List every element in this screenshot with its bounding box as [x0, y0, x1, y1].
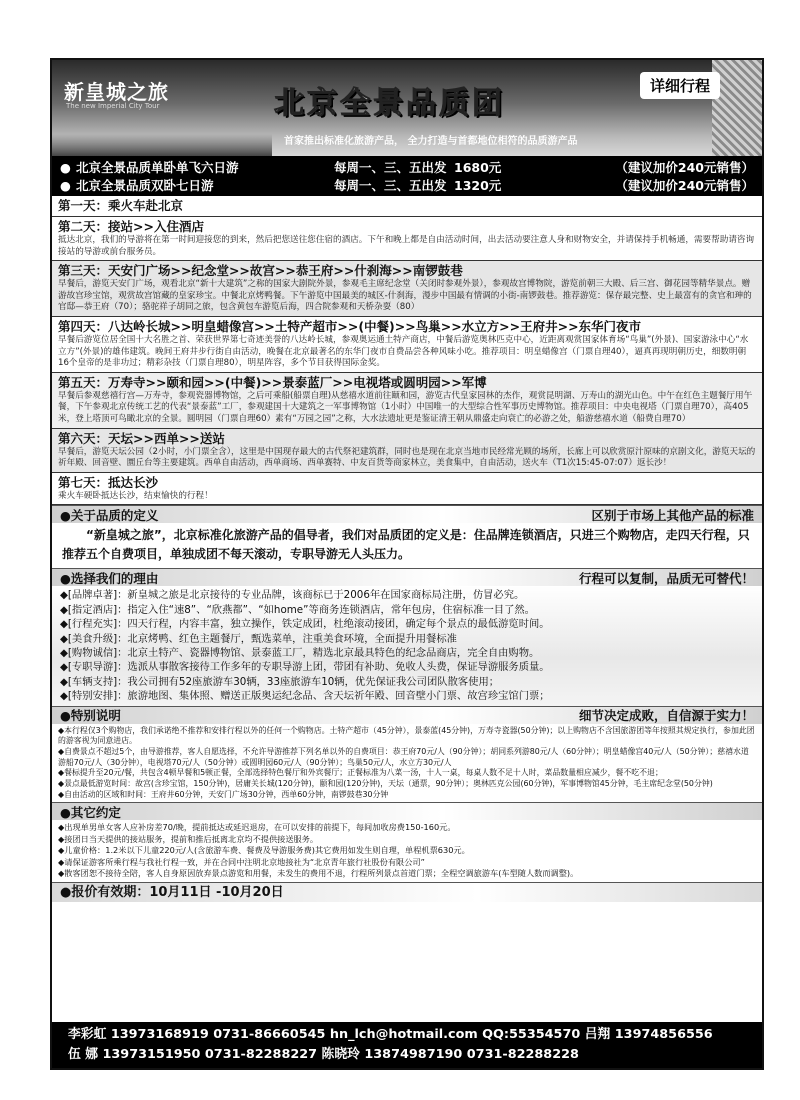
list-item: ◆接团日当天提供的接站服务，提前和推后抵离北京均不提供接送服务。 — [58, 833, 319, 844]
section-title: ●选择我们的理由 — [60, 570, 159, 586]
product-price: 1320元 — [454, 178, 502, 193]
day-title: 第三天：天安门广场>>纪念堂>>故宫>>恭王府>>什刹海>>南锣鼓巷 — [58, 263, 463, 279]
section-title: ●其它约定 — [60, 804, 121, 820]
reasons-heading — [52, 568, 762, 586]
day-title: 第二天：接站>>入住酒店 — [58, 219, 204, 234]
section-title: ●特别说明 — [60, 708, 121, 724]
header-banner — [52, 60, 762, 156]
day-text: 早餐后游览位居全国十大名胜之首、荣获世界第七奇迹美誉的八达岭长城，参观奥运通土特产商店，中餐后游览奥林匹克中心，近距离观赏国家体育场“鸟巢”(外景)、国家游泳中心“水立方”(外景)的雄伟建筑。晚间王府井步行街自由活动，晚餐在北京最著名的东华门夜市自费品尝各种风味小吃。推荐项目：明皇蜡像宫（门票自理40），逼真再现明朝历史，细数明朝16个皇帝的是非功过；精彩杂技（门票自理80），明星阵容，多个节目获得国际金奖。 — [58, 334, 749, 369]
product-row — [60, 158, 754, 176]
special-notes — [52, 724, 762, 803]
banner-slogan: 首家推出标准化旅游产品， 全力打造与首都地位相符的品质游产品 — [284, 136, 578, 147]
list-item: ◆出现单男单女客人应补房差70/晚，提前抵达或延迟退房，在可以安排的前提下，每间加收房费150-160元。 — [58, 822, 456, 833]
list-item: ◆自费景点不超过5个，由导游推荐，客人自愿选择，不允许导游推荐下列名单以外的自费项目：恭王府70元/人（90分钟）；胡同系列游80元/人（60分钟）；明皇蜡像宫40元/人（50分钟）；慈禧水道游船70元/人（30分钟），电视塔70元/人（50分钟）或圆明园60元/人（90分钟）；鸟巢50元/人，水立方30元/人 — [58, 746, 749, 767]
day-2 — [52, 217, 762, 261]
day-3 — [52, 261, 762, 317]
day-title: 第五天：万寿寺>>颐和园>>(中餐)>>景泰蓝厂>>电视塔或圆明园>>军博 — [58, 374, 487, 390]
list-item: ◆[专职导游]：选派从事散客接待工作多年的专职导游上团，带团有补助、免收人头费，保证导游服务质量。 — [60, 661, 550, 674]
list-item: ◆[车辆支持]：我公司拥有52座旅游车30辆，33座旅游车10辆，优先保证我公司团队散客使用； — [60, 675, 500, 688]
list-item: ◆[特别安排]：旅游地图、集体照、赠送正版奥运纪念品、含天坛祈年殿、回音壁小门票、故宫珍宝馆门票； — [60, 690, 550, 703]
day-4 — [52, 317, 762, 373]
list-item: ◆[购物诚信]：北京土特产、瓷器博物馆、景泰蓝工厂，精选北京最具特色的纪念品商店，完全自由购物。 — [60, 646, 540, 659]
day-title: 第一天：乘火车赴北京 — [58, 198, 184, 213]
product-price: 1680元 — [454, 160, 502, 175]
product-name: 北京全景品质双卧七日游 — [76, 178, 214, 193]
list-item: ◆[美食升级]：北京烤鸭、红色主题餐厅，甄选菜单，注重美食环境，全面提升用餐标准 — [60, 632, 457, 645]
brand-subtitle: The new Imperial City Tour — [66, 102, 160, 110]
day-text: 早餐后，游览天安门广场，观看北京“新十大建筑”之称的国家大剧院外景，参观毛主席纪念堂（关闭时参观外景），参观故宫博物院，游览前朝三大殿、后三宫、御花园等精华景点。赠游故宫珍宝馆，观赏故宫馆藏的皇家珍宝。中餐北京烤鸭餐。下午游览中国最美的城区-什刹海，漫步中国最有情调的小街-南锣鼓巷。推荐游览：保存最完整、史上最富有的贪官和珅的官邸—恭王府（70）；骆驼祥子胡同之旅，包含黄包车游览后海，四合院参观和天桥杂耍（80） — [58, 279, 752, 313]
day-title: 第四天：八达岭长城>>明皇蜡像宫>>土特产超市>>(中餐)>>鸟巢>>水立方>>王府井>>东华门夜市 — [58, 318, 642, 334]
agreement-heading — [52, 802, 762, 820]
list-item: ◆景点最低游览时间：故宫(含珍宝馆，150分钟)，居庸关长城(120分钟)，颐和园(120分钟)，天坛（通票，90分钟）；奥林匹克公园(60分钟)，军事博物馆45分钟，毛主席纪念堂(50分钟) — [58, 779, 713, 789]
brand-logo: 新皇城之旅 — [64, 80, 169, 104]
section-title: ●关于品质的定义 — [60, 507, 159, 523]
page-title: 北京全景品质团 — [274, 86, 505, 121]
product-row — [60, 176, 754, 194]
day-title: 第六天：天坛>>西单>>送站 — [58, 430, 225, 446]
day-text: 早餐后，游览天坛公园（2小时，小门票全含），这里是中国现存最大的古代祭祀建筑群，同时也是现在北京当地市民经常光顾的场所，长廊上可以欣赏原汁原味的京剧文化，游览天坛的祈年殿、回音壁、圜丘台等主要建筑。西单自由活动，西单商场、西单赛特、中友百货等商家林立，美食集中，自由活动，送火车（T1次15:45-07:07）返长沙！ — [58, 446, 756, 469]
contact-line: 李彩虹 13973168919 0731-86660545 hn_lch@hotmail.com QQ:55354570 吕翔 13974856556 — [68, 1027, 713, 1042]
list-item: ◆餐标提升至20元/餐，共包含4顿早餐和5顿正餐，全部选择特色餐厅和外宾餐厅；正餐标准为八菜一汤，十人一桌，每桌人数不足十人时，菜品数量相应减少，餐不吃不退； — [58, 768, 663, 778]
reasons-list — [52, 586, 762, 705]
product-schedule: 每周一、三、五出发 — [334, 160, 447, 175]
list-item: ◆本行程仅3个购物店，我们承诺绝不推荐和安排行程以外的任何一个购物店。土特产超市（45分钟），景泰蓝(45分钟)，万寿寺瓷器(50分钟)；以上购物店不含国旅游团等年按照其规定执行，参加此团的游客视为同意进店。 — [58, 725, 755, 746]
section-tagline: 行程可以复制，品质无可替代！ — [578, 570, 754, 586]
list-item: ◆[品牌卓著]：新皇城之旅是北京接待的专业品牌，该商标已于2006年在国家商标局注册，仿冒必究。 — [60, 589, 525, 602]
product-advice: （建议加价240元销售） — [615, 178, 754, 193]
list-item: ◆儿童价格：1.2米以下儿童220元/人(含旅游车费、餐费及导游服务费)其它费用如发生则自理，单程机票630元。 — [58, 845, 470, 856]
day-6 — [52, 429, 762, 473]
list-item: ◆散客团恕不接待全陪，客人自身原因放弃景点游览和用餐，未发生的费用不退，行程所列景点首道门票；全程空调旅游车(车型随人数而调整)。 — [58, 868, 579, 879]
skyline-graphic — [52, 134, 272, 156]
price-validity: ●报价有效期：10月11日 -10月20日 — [52, 882, 762, 902]
day-text: 早餐后参观慈禧行宫—万寿寺，参观瓷器博物馆，之后可乘船(船票自理)从慈禧水道前往颐和园，游览古代皇家园林的杰作，观赏昆明湖、万寿山的湖光山色。中午在红色主题餐厅用午餐，下午参观北京传统工艺的代表“景泰蓝”工厂，参观建国十大建筑之一军事博物馆（1小时）中国唯一的大型综合性军事历史博物馆。推荐项目：中央电视塔（门票自理70），高405米，登上塔顶可鸟瞰北京的全景。圆明园（门票自理60）素有“万园之园”之称，大水法遗址更是鉴证清王朝从鼎盛走向衰亡的必游之处，船游慈禧水道（船费自理70） — [58, 390, 753, 424]
section-tagline: 区别于市场上其他产品的标准 — [591, 507, 754, 523]
day-text: 乘火车硬卧抵达长沙，结束愉快的行程！ — [58, 490, 213, 501]
product-schedule: 每周一、三、五出发 — [334, 178, 447, 193]
bullet-icon: ● — [60, 159, 71, 175]
contact-footer — [52, 1022, 762, 1068]
agreement-notes — [52, 820, 762, 881]
day-title: 第七天：抵达长沙 — [58, 474, 159, 490]
day-7 — [52, 473, 762, 506]
product-list — [52, 156, 762, 196]
special-heading — [52, 706, 762, 724]
definition-heading — [52, 505, 762, 523]
bullet-icon: ● — [60, 177, 71, 193]
day-text: 抵达北京，我们的导游将在第一时间迎接您的到来，然后把您送往您住宿的酒店。下午和晚上都是自由活动时间，出去活动要注意人身和财物安全，并请保持手机畅通，需要帮助请咨询接站的导游或前台服务员。 — [58, 235, 755, 257]
brochure-page — [50, 58, 764, 1070]
list-item: ◆[指定酒店]：指定入住“速8”、“欣燕都”、“如home”等商务连锁酒店，常年包房，住宿标准一目了然。 — [60, 603, 535, 616]
list-item: ◆自由活动的区域和时间：王府井60分钟，天安门广场30分钟，西单60分钟，南锣鼓巷30分钟 — [58, 789, 389, 799]
definition-text: “新皇城之旅”，北京标准化旅游产品的倡导者，我们对品质团的定义是：住品牌连锁酒店，只进三个购物店，走四天行程，只推荐五个自费项目，单独成团不每天滚动，专职导游无人头压力。 — [62, 528, 750, 562]
detail-tag: 详细行程 — [640, 72, 720, 99]
list-item: ◆请保证游客所乘行程与我社行程一致，并在合同中注明北京地接社为“北京青年旅行社股份有限公司” — [58, 856, 425, 867]
product-advice: （建议加价240元销售） — [615, 160, 754, 175]
contact-line: 伍 娜 13973151950 0731-82288227 陈晓玲 13874987190 0731-82288228 — [68, 1047, 579, 1062]
day-5 — [52, 373, 762, 429]
day-1 — [52, 196, 762, 217]
section-tagline: 细节决定成败，自信源于实力！ — [578, 708, 754, 724]
list-item: ◆[行程充实]：四天行程，内容丰富，独立操作，铁定成团，杜绝滚动接团，确定每个景点的最低游览时间。 — [60, 618, 550, 631]
product-name: 北京全景品质单卧单飞六日游 — [76, 160, 239, 175]
